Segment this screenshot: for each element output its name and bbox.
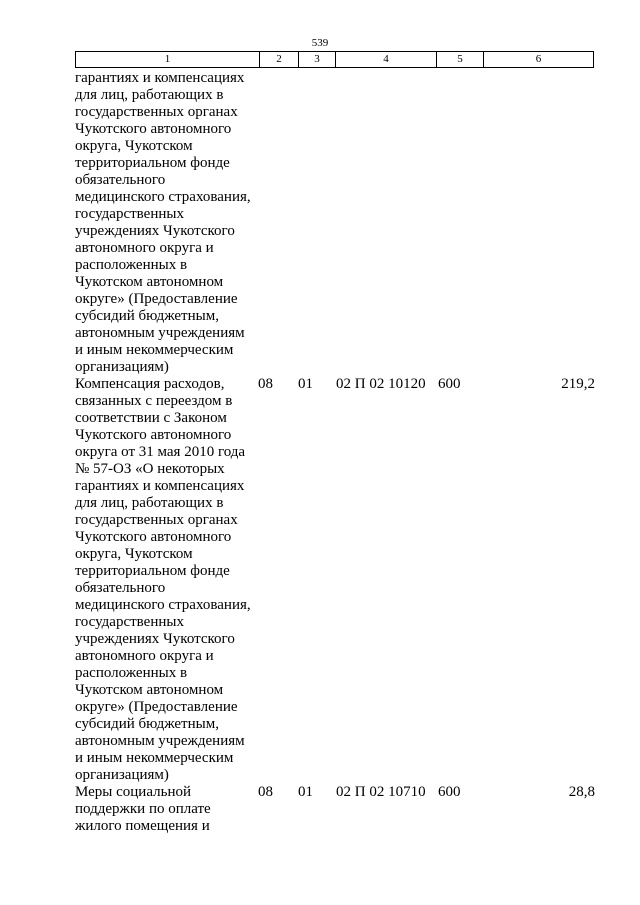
row-name: Компенсация расходов, связанных с переездом в соответствии с Законом Чукотского автономного округа от 31 мая 2010 года № 57-ОЗ «О некоторых гарантиях и компенсациях для лиц, работающих в государственных органах Чукотского автономного округа, Чукотском территориальном фонде обязательного медицинского страхования, государственных учреждениях Чукотского автономного округа и расположенных в Чукотском автономном округе» (Предоставление субсидий бюджетным, автономным учреждениям и иным некоммерческим организациям)	[75, 376, 251, 783]
row-subsection: 01	[298, 376, 313, 392]
header-col-2: 2	[259, 51, 298, 68]
header-col-5: 5	[436, 51, 483, 68]
table-row	[0, 70, 640, 376]
table-body	[0, 70, 640, 835]
row-amount: 28,8	[568, 784, 595, 800]
row-amount: 219,2	[561, 376, 595, 392]
header-col-4: 4	[335, 51, 436, 68]
row-subsection: 01	[298, 784, 313, 800]
table-row	[0, 376, 640, 784]
header-col-1: 1	[75, 51, 259, 68]
row-section: 08	[258, 784, 273, 800]
row-target-article: 02 П 02 10710	[336, 784, 426, 800]
row-target-article: 02 П 02 10120	[336, 376, 426, 392]
header-col-3: 3	[298, 51, 335, 68]
table-row	[0, 784, 640, 835]
row-name: гарантиях и компенсациях для лиц, работающих в государственных органах Чукотского автономного округа, Чукотском территориальном фонде обязательного медицинского страхования, государственных учреждениях Чукотского автономного округа и расположенных в Чукотском автономном округе» (Предоставление субсидий бюджетным, автономным учреждениям и иным некоммерческим организациям)	[75, 70, 251, 375]
header-col-6: 6	[483, 51, 594, 68]
page-number: 539	[311, 37, 329, 49]
row-section: 08	[258, 376, 273, 392]
row-name: Меры социальной поддержки по оплате жилого помещения и	[75, 784, 211, 834]
row-expense-type: 600	[438, 376, 461, 392]
row-expense-type: 600	[438, 784, 461, 800]
